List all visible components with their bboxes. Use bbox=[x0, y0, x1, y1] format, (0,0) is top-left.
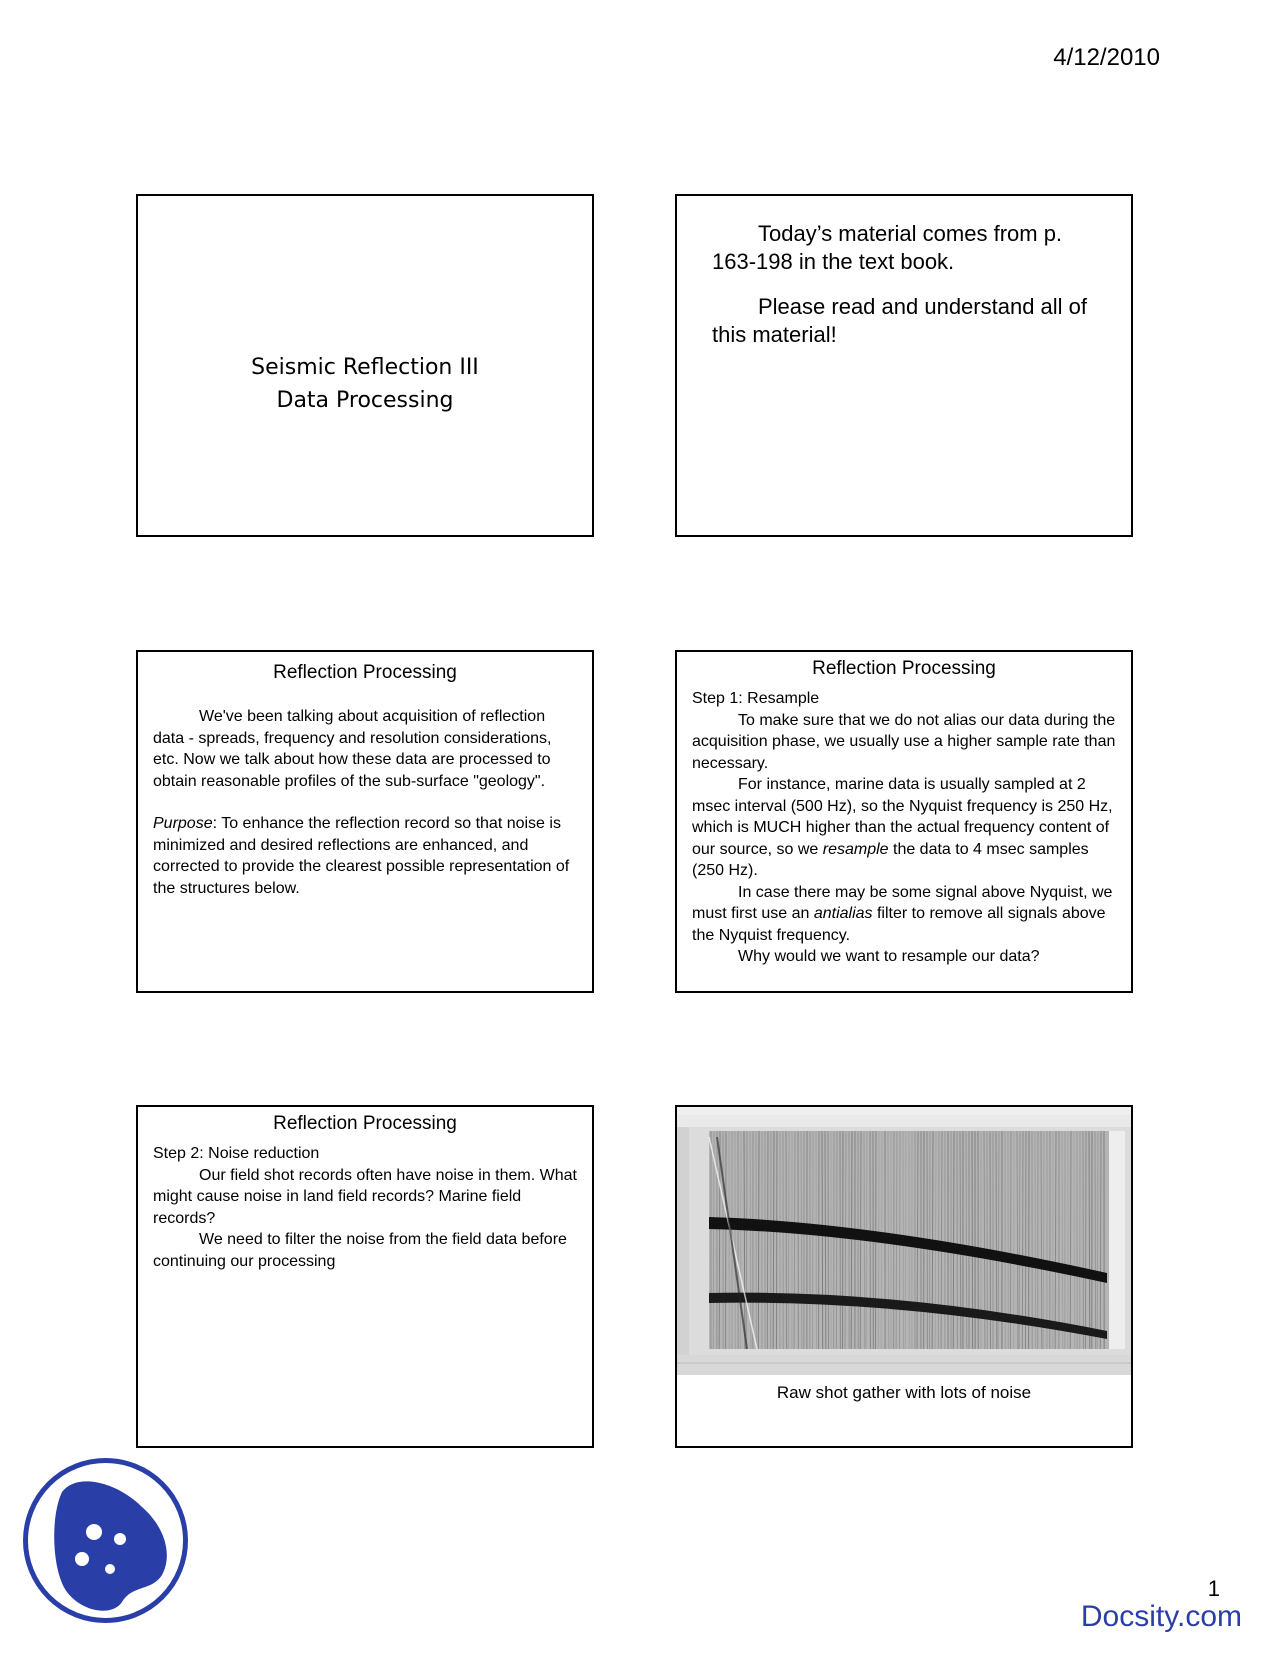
slide-heading: Reflection Processing bbox=[273, 662, 457, 683]
resample-paragraph-2 bbox=[692, 774, 1117, 882]
noise-paragraph-1: Our field shot records often have noise in them. What might cause noise in land field records? Marine field records? bbox=[153, 1166, 577, 1227]
text-run: In case there may be some signal above Nyquist, we must first use an bbox=[692, 883, 1113, 922]
slide-heading: Reflection Processing bbox=[812, 658, 996, 679]
seismic-trace bbox=[938, 1131, 939, 1349]
seismic-trace bbox=[1085, 1131, 1086, 1349]
slide-resample bbox=[675, 650, 1133, 993]
page-number: 1 bbox=[1207, 1576, 1220, 1601]
seismic-trace bbox=[1095, 1131, 1096, 1349]
image-caption: Raw shot gather with lots of noise bbox=[776, 1383, 1032, 1402]
brand-link[interactable]: Docsity.com bbox=[1080, 1600, 1242, 1633]
docsity-logo-icon bbox=[22, 1457, 189, 1624]
purpose-label: Purpose bbox=[153, 815, 213, 832]
step-label: Step 1: Resample bbox=[692, 690, 820, 707]
docsity-logo bbox=[22, 1457, 189, 1624]
resample-question: Why would we want to resample our data? bbox=[738, 948, 1040, 965]
text-run: the data to 4 msec samples (250 Hz). bbox=[692, 840, 1089, 879]
resample-paragraph-1: To make sure that we do not alias our data during the acquisition phase, we usually use a higher sample rate than necessary. bbox=[692, 711, 1116, 772]
slide-reading-body bbox=[712, 220, 1101, 366]
slide-title-text bbox=[138, 351, 592, 417]
seismic-trace bbox=[836, 1131, 837, 1349]
seismic-trace bbox=[1025, 1131, 1026, 1349]
slide-body bbox=[692, 688, 1117, 968]
seismic-trace bbox=[786, 1131, 787, 1349]
slide-body bbox=[153, 1143, 578, 1272]
seismic-trace bbox=[758, 1131, 759, 1349]
purpose-text: : To enhance the reflection record so that noise is minimized and desired reflections are enhanced, and corrected to provide the clearest possible representation of the structures below. bbox=[153, 815, 570, 897]
step-label: Step 2: Noise reduction bbox=[153, 1145, 320, 1162]
noise-paragraph-2: We need to filter the noise from the field data before continuing our processing bbox=[153, 1231, 567, 1270]
slide-title-line2: Data Processing bbox=[276, 388, 454, 413]
purpose-paragraph bbox=[153, 813, 578, 899]
text-run: For instance, marine data is usually sampled at 2 msec interval (500 Hz), so the Nyquist frequency is 250 Hz, which is MUCH higher than the actual frequency content of our source, so we bbox=[692, 776, 1113, 858]
reading-paragraph-2: Please read and understand all of this material! bbox=[712, 294, 1088, 347]
reading-paragraph-1: Today’s material comes from p. 163-198 in the text book. bbox=[712, 221, 1063, 274]
seismic-trace bbox=[740, 1131, 741, 1349]
seismic-trace bbox=[1074, 1131, 1075, 1349]
emphasis: resample bbox=[822, 840, 889, 858]
slide-body bbox=[153, 706, 578, 899]
slide-noise-reduction bbox=[136, 1105, 594, 1448]
emphasis: antialias bbox=[813, 905, 873, 922]
intro-paragraph: We've been talking about acquisition of reflection data - spreads, frequency and resolution considerations, etc. Now we talk about how these data are processed to obtain reasonable profiles of the sub-surface "geology". bbox=[153, 708, 552, 790]
shot-gather-image bbox=[677, 1107, 1131, 1375]
text-run: filter to remove all signals above the Nyquist frequency. bbox=[692, 905, 1106, 944]
resample-paragraph-3 bbox=[692, 882, 1117, 947]
seismic-trace bbox=[776, 1131, 777, 1349]
slide-title bbox=[136, 194, 594, 537]
slide-processing-intro bbox=[136, 650, 594, 993]
seismic-trace bbox=[1035, 1131, 1036, 1349]
page-date: 4/12/2010 bbox=[1053, 44, 1160, 71]
seismic-trace bbox=[767, 1131, 768, 1349]
slide-title-line1: Seismic Reflection III bbox=[251, 355, 479, 380]
seismic-record-graphic bbox=[677, 1107, 1131, 1375]
slide-shot-gather bbox=[675, 1105, 1133, 1448]
slide-reading bbox=[675, 194, 1133, 537]
slide-heading: Reflection Processing bbox=[273, 1113, 457, 1134]
